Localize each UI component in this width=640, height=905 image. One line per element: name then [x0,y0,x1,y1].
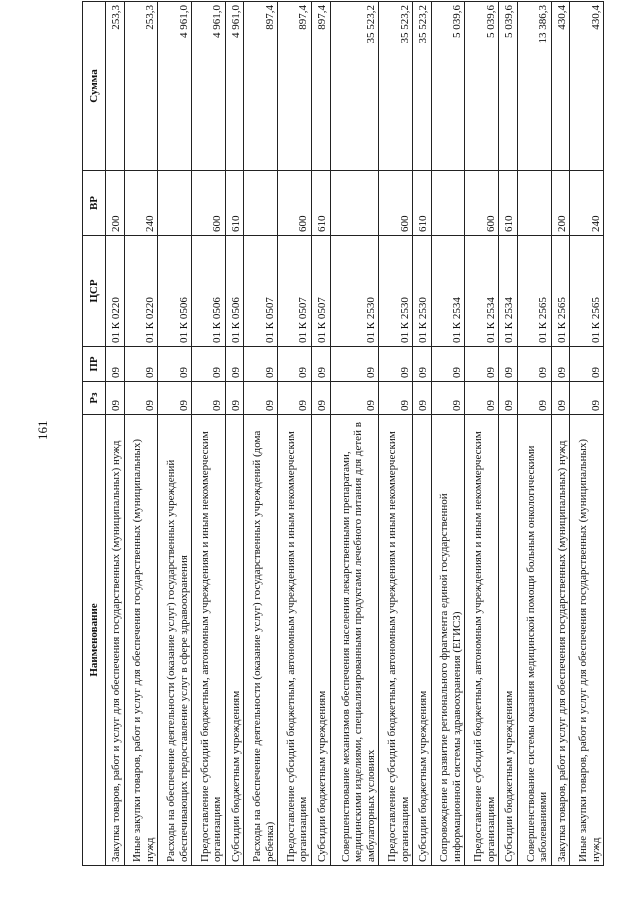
header-pr: ПР [83,347,106,382]
cell-vr: 610 [311,171,330,236]
cell-name: Субсидии бюджетным учреждениям [499,415,518,866]
cell-pr: 09 [379,347,413,382]
table-row [106,2,125,866]
cell-pr: 09 [465,347,499,382]
budget-table [82,1,604,866]
cell-rz: 09 [379,382,413,415]
cell-rz: 09 [517,382,551,415]
cell-csr: 01 К 0507 [278,236,312,347]
table-body [106,2,604,866]
cell-sum: 253,3 [106,2,125,171]
cell-pr: 09 [106,347,125,382]
cell-name: Предоставление субсидий бюджетным, автономным учреждениям и иным некоммерческим организациям [379,415,413,866]
table-row [225,2,244,866]
cell-rz: 09 [225,382,244,415]
cell-sum: 897,4 [244,2,278,171]
cell-name: Сопровождение и развитие регионального фрагмента единой государственной информационной системы здравоохранения (ЕГИСЗ) [431,415,465,866]
cell-sum: 35 523,2 [413,2,432,171]
header-csr: ЦСР [83,236,106,347]
cell-csr: 01 К 2565 [551,236,570,347]
cell-name: Субсидии бюджетным учреждениям [225,415,244,866]
cell-pr: 09 [225,347,244,382]
table-header-row [83,2,106,866]
cell-name: Иные закупки товаров, работ и услуг для обеспечения государственных (муниципальных) нужд [124,415,158,866]
table-row [551,2,570,866]
cell-csr: 01 К 0507 [311,236,330,347]
cell-rz: 09 [330,382,379,415]
cell-csr: 01 К 2534 [431,236,465,347]
cell-vr: 240 [570,171,604,236]
cell-pr: 09 [244,347,278,382]
cell-pr: 09 [517,347,551,382]
cell-pr: 09 [311,347,330,382]
cell-name: Иные закупки товаров, работ и услуг для обеспечения государственных (муниципальных) нужд [570,415,604,866]
cell-rz: 09 [158,382,192,415]
cell-rz: 09 [106,382,125,415]
table-row [311,2,330,866]
cell-sum: 897,4 [311,2,330,171]
cell-csr: 01 К 0506 [192,236,226,347]
cell-csr: 01 К 0220 [124,236,158,347]
cell-name: Предоставление субсидий бюджетным, автономным учреждениям и иным некоммерческим организациям [192,415,226,866]
cell-rz: 09 [570,382,604,415]
cell-vr: 610 [225,171,244,236]
cell-pr: 09 [551,347,570,382]
cell-vr: 600 [379,171,413,236]
table-row [124,2,158,866]
cell-rz: 09 [413,382,432,415]
cell-name: Закупка товаров, работ и услуг для обеспечения государственных (муниципальных) нужд [551,415,570,866]
cell-vr: 200 [551,171,570,236]
cell-pr: 09 [413,347,432,382]
cell-csr: 01 К 0507 [244,236,278,347]
table-row [278,2,312,866]
cell-rz: 09 [551,382,570,415]
cell-pr: 09 [158,347,192,382]
cell-vr [431,171,465,236]
table-row [244,2,278,866]
cell-sum: 897,4 [278,2,312,171]
cell-csr: 01 К 2534 [499,236,518,347]
cell-pr: 09 [499,347,518,382]
cell-vr: 600 [278,171,312,236]
cell-csr: 01 К 0506 [225,236,244,347]
cell-name: Предоставление субсидий бюджетным, автономным учреждениям и иным некоммерческим организациям [465,415,499,866]
cell-rz: 09 [244,382,278,415]
cell-rz: 09 [124,382,158,415]
table-row [465,2,499,866]
table-row [517,2,551,866]
cell-vr: 600 [465,171,499,236]
table-row [330,2,379,866]
cell-sum: 253,3 [124,2,158,171]
cell-rz: 09 [431,382,465,415]
cell-rz: 09 [465,382,499,415]
cell-sum: 5 039,6 [499,2,518,171]
cell-vr: 240 [124,171,158,236]
cell-pr: 09 [278,347,312,382]
cell-rz: 09 [311,382,330,415]
cell-name: Субсидии бюджетным учреждениям [311,415,330,866]
cell-rz: 09 [192,382,226,415]
cell-name: Расходы на обеспечение деятельности (оказание услуг) государственных учреждений (дома ребенка) [244,415,278,866]
table-row [379,2,413,866]
table-row [570,2,604,866]
cell-csr: 01 К 0220 [106,236,125,347]
cell-vr: 600 [192,171,226,236]
cell-vr: 610 [413,171,432,236]
cell-sum: 430,4 [551,2,570,171]
cell-sum: 13 386,3 [517,2,551,171]
header-name: Наименование [83,415,106,866]
cell-csr: 01 К 2565 [570,236,604,347]
cell-pr: 09 [431,347,465,382]
header-sum: Сумма [83,2,106,171]
cell-sum: 35 523,2 [379,2,413,171]
cell-csr: 01 К 2534 [465,236,499,347]
cell-vr [517,171,551,236]
cell-vr: 200 [106,171,125,236]
cell-pr: 09 [192,347,226,382]
header-rz: Рз [83,382,106,415]
cell-vr [158,171,192,236]
table-row [499,2,518,866]
rotated-table-container [82,5,604,866]
cell-csr: 01 К 2565 [517,236,551,347]
cell-name: Совершенствование механизмов обеспечения населения лекарственными препаратами, медицинскими изделиями, специализированными продуктами лечебного питания для детей в амбулаторных условиях [330,415,379,866]
cell-rz: 09 [499,382,518,415]
cell-csr: 01 К 2530 [413,236,432,347]
cell-name: Субсидии бюджетным учреждениям [413,415,432,866]
cell-sum: 5 039,6 [465,2,499,171]
cell-sum: 4 961,0 [192,2,226,171]
cell-name: Расходы на обеспечение деятельности (оказание услуг) государственных учреждений обеспечивающих предоставление услуг в сфере здравоохранения [158,415,192,866]
table-row [431,2,465,866]
cell-sum: 5 039,6 [431,2,465,171]
cell-csr: 01 К 2530 [379,236,413,347]
cell-vr [244,171,278,236]
cell-csr: 01 К 0506 [158,236,192,347]
cell-name: Совершенствование системы оказания медицинской помощи больным онкологическими заболеваниями [517,415,551,866]
cell-sum: 35 523,2 [330,2,379,171]
cell-csr: 01 К 2530 [330,236,379,347]
cell-vr [330,171,379,236]
cell-name: Закупка товаров, работ и услуг для обеспечения государственных (муниципальных) нужд [106,415,125,866]
cell-vr: 610 [499,171,518,236]
cell-name: Предоставление субсидий бюджетным, автономным учреждениям и иным некоммерческим организациям [278,415,312,866]
header-vr: ВР [83,171,106,236]
cell-sum: 4 961,0 [158,2,192,171]
cell-pr: 09 [124,347,158,382]
page-number: 161 [35,420,50,440]
table-row [192,2,226,866]
cell-pr: 09 [570,347,604,382]
cell-sum: 430,4 [570,2,604,171]
cell-sum: 4 961,0 [225,2,244,171]
table-row [158,2,192,866]
table-row [413,2,432,866]
cell-pr: 09 [330,347,379,382]
cell-rz: 09 [278,382,312,415]
